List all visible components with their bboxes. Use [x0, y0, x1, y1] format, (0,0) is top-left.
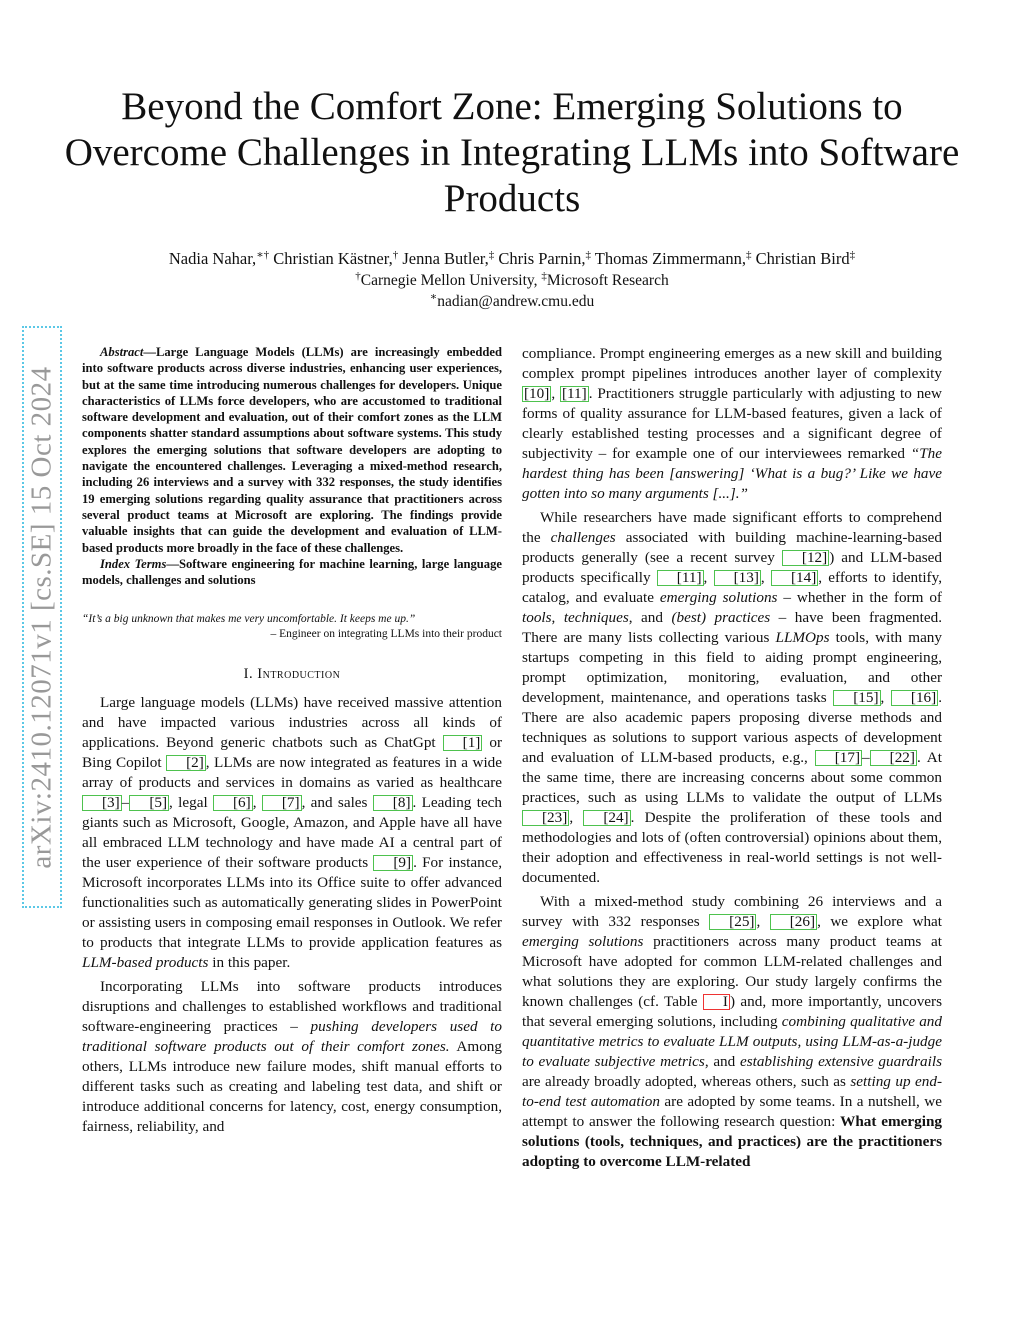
citation-link[interactable]: [16]: [891, 690, 938, 706]
intro-paragraph-2: [82, 977, 502, 1137]
index-terms: [82, 556, 502, 589]
section-number: I.: [243, 666, 254, 683]
index-terms-text: —Software engineering for machine learning, large language models, challenges and solutions: [82, 556, 502, 588]
text-run: ) and LLM-based products specifically: [522, 549, 942, 586]
citation-link[interactable]: [9]: [373, 855, 413, 871]
author-mark: ‡: [488, 249, 495, 261]
text-run: – whether in the form of: [777, 589, 942, 606]
citation-link[interactable]: [24]: [583, 810, 630, 826]
table-link[interactable]: I: [703, 994, 730, 1010]
text-run: are already broadly adopted, whereas others, such as: [522, 1073, 851, 1090]
author-name: Nadia Nahar,: [168, 249, 257, 268]
text-run: ) and, more importantly, uncovers that several emerging solutions, including: [522, 993, 942, 1030]
text-run: ,: [252, 794, 262, 812]
text-run: While researchers have made significant efforts to comprehend the: [522, 509, 942, 546]
section-title: Introduction: [257, 666, 341, 683]
citation-link[interactable]: [13]: [714, 570, 761, 586]
affil-mark: ‡: [541, 270, 547, 282]
citation-link[interactable]: [10]: [524, 385, 550, 402]
emphasis: combining qualitative and quantitative metrics to evaluate LLM outputs, using LLM-as-a-judge to evaluate subjective metrics: [522, 1013, 942, 1070]
text-run: –: [121, 794, 130, 812]
emphasis: “The hardest thing has been [answering] ‘What is a bug?’ Like we have gotten into so many arguments [...].”: [522, 445, 942, 502]
citation-link[interactable]: [1]: [443, 735, 483, 751]
citation-link[interactable]: [22]: [870, 750, 917, 766]
left-column: [82, 344, 502, 1141]
section-heading: [82, 666, 502, 683]
citation-link[interactable]: [3]: [82, 795, 122, 811]
citation-link[interactable]: [15]: [833, 690, 880, 706]
abstract-lead: Abstract: [100, 345, 144, 359]
intro-paragraph-3: [522, 508, 942, 888]
text-run: , we explore what: [817, 913, 943, 930]
text-run: , legal: [169, 794, 213, 812]
text-run: or Bing Copilot: [82, 734, 503, 772]
text-run: Among others, LLMs introduce new failure modes, shift manual efforts to different tasks such as creating and labeling test data, and shift or introduce additional concerns for latency, cost, energy consumption, fairness, reliability, and: [82, 1038, 502, 1136]
text-run: Incorporating LLMs into software products introduces disruptions and challenges to established workflows and traditional software-engineering practices –: [82, 978, 502, 1036]
citation-link[interactable]: [7]: [262, 795, 302, 811]
research-question: What emerging solutions (tools, techniques, and practices) are the practitioners adopting to overcome LLM-related: [522, 1113, 942, 1170]
intro-paragraph-1: [82, 693, 502, 973]
text-run: – have been fragmented. There are many lists collecting various: [522, 609, 942, 646]
index-terms-lead: Index Terms: [100, 556, 167, 571]
text-run: Large language models (LLMs) have received massive attention and have impacted various industries across all kinds of applications. Beyond generic chatbots such as ChatGpt: [82, 694, 502, 752]
text-run: . Leading tech giants such as Microsoft, Google, Amazon, and Apple have all have all embraced LLM technology and have made AI a central part of the user experience of their software products: [82, 794, 503, 872]
text-run: are adopted by some teams. In a nutshell, we attempt to answer the following research question:: [522, 1093, 942, 1130]
citation-link[interactable]: [11]: [561, 385, 587, 402]
author-list: [60, 248, 964, 269]
affil-mark: †: [355, 270, 361, 282]
author-mark: ‡: [746, 249, 752, 261]
epigraph-quote: “It’s a big unknown that makes me very uncomfortable. It keeps me up.”: [82, 613, 416, 626]
text-run: ,: [703, 569, 714, 586]
author-mark: ∗†: [256, 249, 270, 261]
text-run: With a mixed-method study combining 26 interviews and a survey with 332 responses: [522, 893, 942, 930]
text-run: ,: [551, 609, 564, 626]
text-run: ,: [551, 385, 560, 402]
text-run: compliance. Prompt engineering emerges as a new skill and building complex prompt pipelines introduces another layer of complexity: [522, 345, 942, 382]
text-run: . Practitioners struggle particularly with adjusting to new forms of quality assurance for LLM-based features, given a lack of clearly established testing processes and a significant degree of subjectivity – for example one of our interviewees remarked: [522, 385, 942, 462]
author-mark: ‡: [849, 249, 856, 261]
citation-link[interactable]: [2]: [166, 755, 206, 771]
author-name: Jenna Butler,: [402, 249, 489, 268]
text-run: . At the same time, there are increasing concerns about some common practices, such as using LLMs to validate the output of LLMs: [522, 749, 942, 806]
author-name: Chris Parnin,: [498, 249, 586, 268]
text-run: , LLMs are now integrated as features in a wide array of products and services in domains as varied as healthcare: [82, 754, 502, 792]
citation-link[interactable]: [25]: [709, 914, 756, 930]
emphasis: emerging solutions: [659, 589, 778, 606]
text-run: , and: [628, 609, 672, 626]
emphasis: emerging solutions: [522, 933, 644, 950]
emphasis: challenges: [550, 529, 616, 546]
paper-title: Beyond the Comfort Zone: Emerging Solutions to Overcome Challenges in Integrating LLMs into Software Products: [64, 85, 960, 220]
text-run: ,: [756, 913, 770, 930]
email-mark: ∗: [429, 291, 438, 303]
contact-email: [60, 292, 964, 312]
emphasis: LLMOps: [775, 629, 830, 646]
citation-link[interactable]: [14]: [771, 570, 818, 586]
email-address: nadian@andrew.cmu.edu: [437, 293, 595, 310]
emphasis: techniques: [563, 609, 629, 626]
text-run: in this paper.: [208, 954, 291, 972]
arxiv-stamp[interactable]: arXiv:2410.12071v1 [cs.SE] 15 Oct 2024: [25, 365, 58, 869]
citation-link[interactable]: [11]: [657, 570, 704, 586]
emphasis: setting up end-to-end test automation: [522, 1073, 942, 1110]
text-run: ,: [760, 569, 771, 586]
citation-link[interactable]: [17]: [815, 750, 862, 766]
arxiv-stamp-box[interactable]: [22, 326, 62, 908]
text-run: ,: [880, 689, 891, 706]
citation-link[interactable]: [6]: [213, 795, 253, 811]
intro-paragraph-4: [522, 892, 942, 1172]
text-run: . Despite the proliferation of these tools and methodologies and lots of (often controversial) opinions about them, their adoption and effectiveness in real-world settings is not well-documented.: [522, 809, 942, 886]
text-run: ,: [569, 809, 584, 826]
affil-org: Microsoft Research: [546, 272, 669, 289]
citation-link[interactable]: [23]: [522, 810, 569, 826]
text-run: , and: [704, 1053, 740, 1070]
author-name: Thomas Zimmermann,: [594, 249, 746, 268]
text-run: –: [862, 749, 870, 766]
citation-link[interactable]: [8]: [373, 795, 413, 811]
text-run: associated with building machine-learning-based products generally (see a recent survey: [522, 529, 942, 566]
author-name: Christian Bird: [755, 249, 850, 268]
text-run: . There are also academic papers proposing diverse methods and techniques as solutions to support various aspects of development and evaluation of LLM-based products, e.g.,: [522, 689, 943, 766]
intro-paragraph-2-cont: [522, 344, 942, 504]
emphasis: pushing developers used to traditional software products out of their comfort zones.: [82, 1018, 502, 1056]
affiliations: [60, 271, 964, 291]
abstract: [82, 344, 502, 556]
text-run: , and sales: [301, 794, 373, 812]
author-mark: †: [392, 249, 399, 261]
citation-link[interactable]: [5]: [129, 795, 169, 811]
citation-link[interactable]: [26]: [770, 914, 817, 930]
emphasis: (best) practices: [671, 609, 771, 626]
text-run: , efforts to identify, catalog, and evaluate: [522, 569, 943, 606]
author-name: Christian Kästner,: [273, 249, 393, 268]
epigraph-attribution: – Engineer on integrating LLMs into their product: [270, 628, 502, 641]
citation-link[interactable]: [12]: [782, 550, 829, 566]
emphasis: establishing extensive guardrails: [739, 1053, 942, 1070]
text-run: . For instance, Microsoft incorporates LLMs into its Office suite to offer advanced functionalities such as automatically generating slides in PowerPoint or assisting users in composing email responses in Outlook. We refer to products that integrate LLMs to provide application features as: [82, 854, 503, 952]
affil-org: Carnegie Mellon University,: [360, 272, 542, 289]
text-run: practitioners across many product teams at Microsoft have adopted for common LLM-related challenges and what solutions they are exploring. Our study largely confirms the known challenges (cf. Table: [522, 933, 942, 1010]
text-run: tools, with many startups competing in this field to aiding prompt engineering, prompt optimization, monitoring, evaluation, and other development, maintenance, and operations tasks: [522, 629, 942, 706]
abstract-text: —Large Language Models (LLMs) are increasingly embedded into software products across diverse industries, enhancing user experiences, but at the same time introducing numerous challenges for developers. Unique characteristics of LLMs force developers, who are accustomed to traditional software development and evaluation, out of their comfort zones as the LLM components shatter standard assumptions about software systems. This study explores the emerging solutions that software developers are adopting to navigate the encountered challenges. Leveraging a mixed-method research, including 26 interviews and a survey with 332 responses, the study identifies 19 emerging solutions regarding quality assurance that practitioners across several product teams at Microsoft are exploring. The findings provide valuable insights that can guide the development and evaluation of LLM-based products more broadly in the face of these challenges.: [82, 345, 502, 555]
author-mark: ‡: [585, 249, 591, 261]
right-column: [522, 344, 942, 1176]
emphasis: LLM-based products: [82, 954, 209, 972]
emphasis: tools: [522, 609, 552, 626]
